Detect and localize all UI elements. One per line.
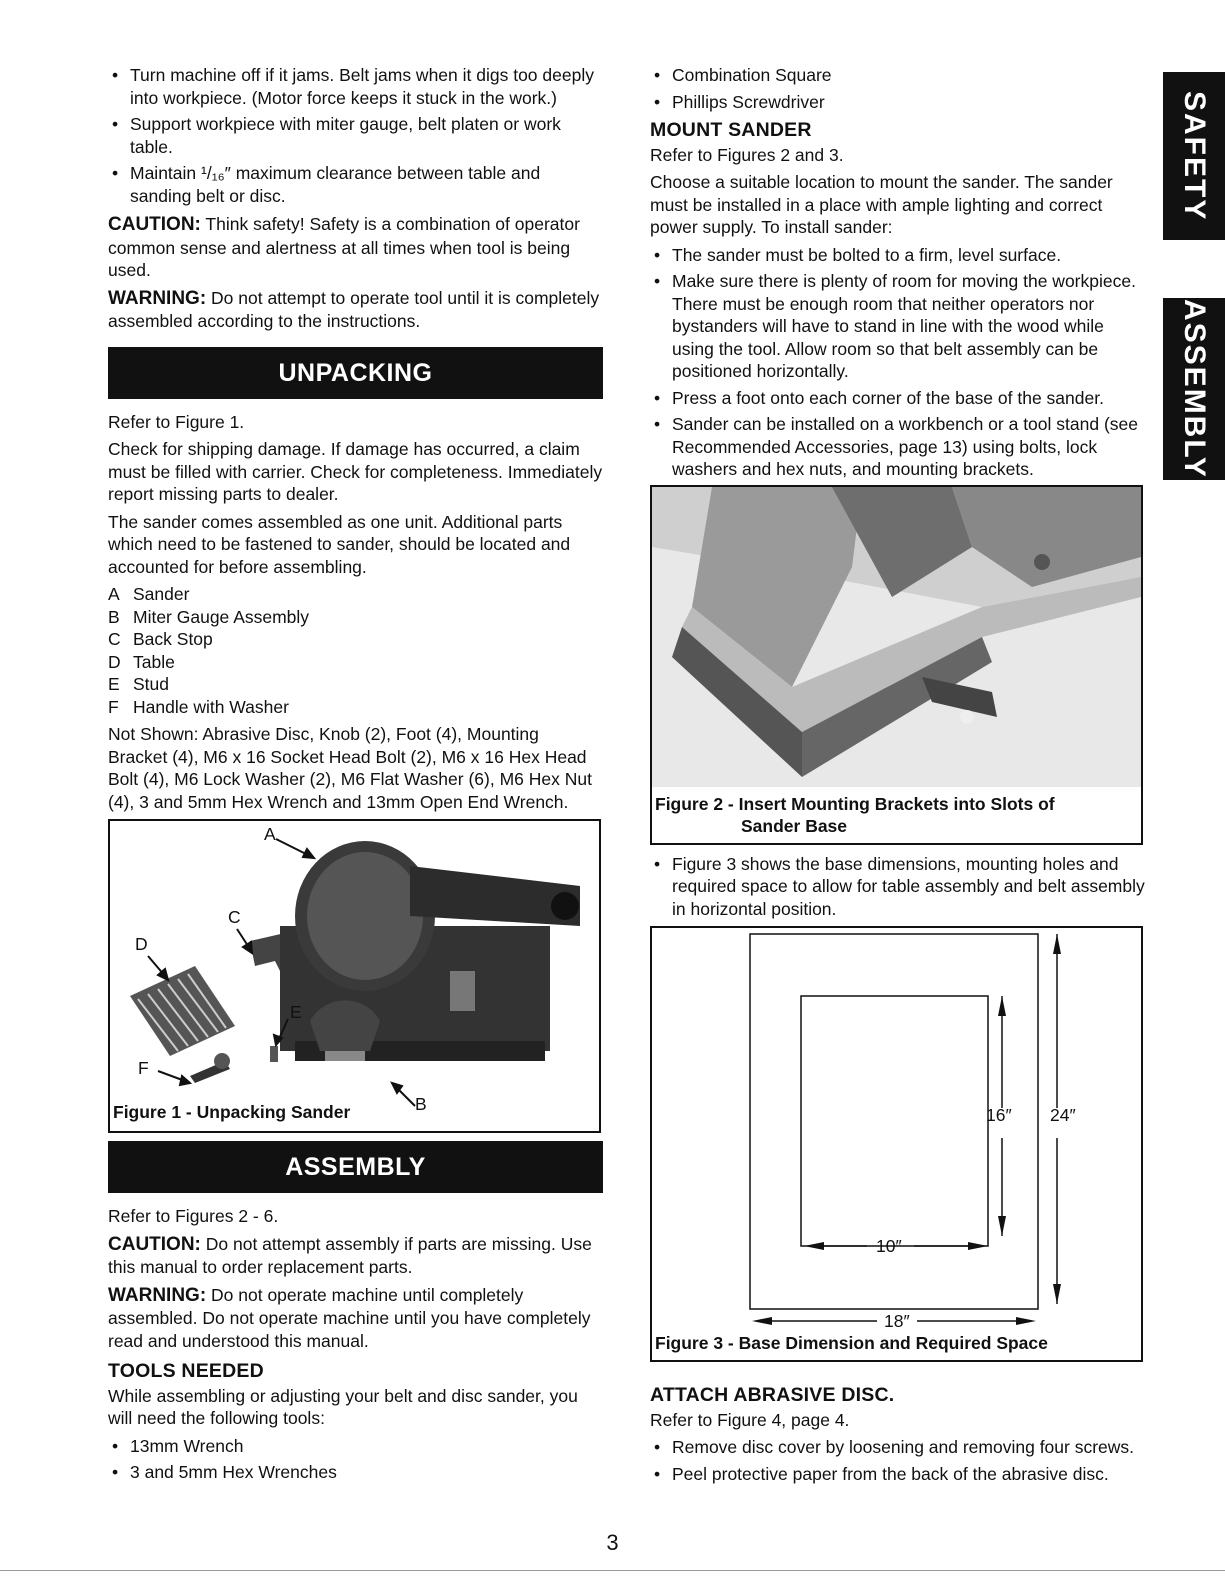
tools-intro: While assembling or adjusting your belt and disc sander, you will need the following tools: (108, 1385, 578, 1428)
dimension-24-label: 24″ (1050, 1105, 1076, 1125)
list-item: • Turn machine off if it jams. Belt jams when it digs too deeply into workpiece. (Motor force keeps it stuck in the work.) (108, 64, 603, 109)
caution-label: CAUTION: (108, 1233, 201, 1255)
safety-tab (1163, 72, 1225, 240)
warning-label: WARNING: (108, 1284, 207, 1306)
figure-1-caption: Figure 1 - Unpacking Sander (113, 1102, 351, 1122)
fig1-label-a: A (264, 824, 276, 844)
list-item: • Remove disc cover by loosening and removing four screws. (650, 1436, 1145, 1459)
mounting-bracket-photo (652, 487, 1141, 787)
part-name: Back Stop (133, 629, 213, 649)
fig1-label-b: B (415, 1094, 427, 1114)
abrasive-heading: ATTACH ABRASIVE DISC. (650, 1384, 895, 1406)
list-item (108, 651, 603, 674)
warning-text: Do not operate machine until completely assembled. Do not operate machine until you have completely read and understood this manual. (108, 1284, 591, 1351)
abrasive-reference: Refer to Figure 4, page 4. (650, 1409, 850, 1430)
part-key: F (108, 696, 119, 717)
caution-label: CAUTION: (108, 214, 201, 235)
list-item: • 3 and 5mm Hex Wrenches (108, 1461, 603, 1484)
assembly-reference: Refer to Figures 2 - 6. (108, 1206, 279, 1226)
part-name: Stud (133, 674, 169, 694)
part-key: C (108, 629, 121, 649)
assembly-tab (1163, 298, 1225, 480)
fig1-label-e: E (290, 1002, 302, 1022)
fig1-label-c: C (228, 907, 241, 927)
caution-paragraph (108, 213, 603, 282)
dimension-10-label: 10″ (876, 1236, 902, 1256)
left-column (108, 64, 603, 1490)
list-item (108, 606, 603, 629)
sander-illustration (110, 821, 599, 1131)
caution-paragraph-2 (108, 1233, 603, 1279)
list-item: • Figure 3 shows the base dimensions, mounting holes and required space to allow for table assembly and belt assembly in horizontal position. (650, 853, 1145, 921)
list-item (108, 628, 603, 651)
list-item: • Maintain ¹/₁₆″ maximum clearance between table and sanding belt or disc. (108, 162, 603, 207)
assembly-banner: ASSEMBLY (108, 1141, 603, 1193)
tools-list-continued (650, 64, 1145, 113)
figure-1 (108, 819, 601, 1133)
fig1-label-d: D (135, 934, 148, 954)
list-item: • Support workpiece with miter gauge, belt platen or work table. (108, 113, 603, 158)
part-name: Handle with Washer (133, 696, 289, 717)
part-name: Sander (133, 584, 190, 604)
mount-paragraph: Choose a suitable location to mount the sander. The sander must be installed in a place with ample lighting and correct power supply. To install sander: (650, 172, 1113, 237)
mount-bullets (650, 244, 1145, 481)
page-bottom-rule (0, 1570, 1225, 1571)
list-item: • Peel protective paper from the back of the abrasive disc. (650, 1463, 1145, 1486)
unpack-paragraph-2: The sander comes assembled as one unit. Additional parts which need to be fastened to sander, should be located and accounted for before assembling. (108, 511, 571, 577)
list-item: • The sander must be bolted to a firm, level surface. (650, 244, 1145, 267)
unpacking-banner: UNPACKING (108, 347, 603, 399)
figure-2-caption-line-1: Figure 2 - Insert Mounting Brackets into Slots of (655, 793, 1055, 814)
mount-reference: Refer to Figures 2 and 3. (650, 144, 844, 165)
safety-bullets (108, 64, 603, 207)
list-item (108, 583, 603, 606)
part-name: Table (133, 651, 175, 672)
list-item: • Sander can be installed on a workbench or a tool stand (see Recommended Accessories, page 13) using bolts, lock washers and hex nuts, and mounting brackets. (650, 413, 1145, 481)
list-item: • 13mm Wrench (108, 1435, 603, 1458)
list-item: • Combination Square (650, 64, 1145, 87)
dimension-16-label: 16″ (986, 1105, 1012, 1125)
abrasive-bullets (650, 1436, 1145, 1485)
parts-list (108, 583, 603, 718)
dimension-18-label: 18″ (884, 1311, 910, 1331)
right-column (650, 64, 1145, 1491)
fig1-label-f: F (138, 1058, 149, 1078)
assembly-tab-label: ASSEMBLY (1178, 299, 1211, 479)
part-key: D (108, 651, 121, 672)
mount-heading: MOUNT SANDER (650, 119, 812, 141)
base-dimension-diagram (652, 928, 1141, 1360)
list-item: • Press a foot onto each corner of the base of the sander. (650, 387, 1145, 410)
caution-text: Do not attempt assembly if parts are missing. Use this manual to order replacement parts. (108, 1233, 592, 1277)
list-item (108, 673, 603, 696)
unpack-reference: Refer to Figure 1. (108, 411, 245, 432)
list-item: • Make sure there is plenty of room for moving the workpiece. There must be enough room that neither operators nor bystanders will have to stand in line with the wood while using the tool. Allow room so that belt assembly can be positioned horizontally. (650, 270, 1145, 383)
part-key: A (108, 584, 120, 604)
figure-2-caption-line-2: Sander Base (741, 815, 848, 836)
tools-heading: TOOLS NEEDED (108, 1360, 264, 1382)
tools-list (108, 1435, 603, 1484)
warning-label: WARNING: (108, 287, 207, 309)
caution-text: Think safety! Safety is a combination of operator common sense and alertness at all times when tool is being used. (108, 214, 580, 280)
unpack-paragraph-1: Check for shipping damage. If damage has occurred, a claim must be filled with carrier. Check for completeness. Immediately report missing parts to dealer. (108, 439, 603, 504)
part-key: E (108, 674, 120, 694)
list-item (108, 696, 603, 719)
part-name: Miter Gauge Assembly (133, 606, 310, 627)
figure-3-description (650, 853, 1145, 921)
figure-3-caption: Figure 3 - Base Dimension and Required Space (655, 1333, 1048, 1353)
warning-paragraph-2 (108, 1284, 603, 1353)
part-key: B (108, 606, 120, 627)
not-shown-paragraph: Not Shown: Abrasive Disc, Knob (2), Foot (4), Mounting Bracket (4), M6 x 16 Socket Head Bolt (2), M6 x 16 Hex Head Bolt (4), M6 Lock Washer (2), M6 Flat Washer (6), M6 Hex Nut (4), 3 and 5mm Hex Wrench and 13mm Open End Wrench. (108, 724, 592, 812)
figure-2 (650, 485, 1143, 845)
safety-tab-label: SAFETY (1178, 90, 1211, 222)
list-item: • Phillips Screwdriver (650, 91, 1145, 114)
page-number: 3 (606, 1530, 619, 1555)
figure-3 (650, 926, 1143, 1362)
warning-paragraph (108, 287, 603, 333)
warning-text: Do not attempt to operate tool until it is completely assembled according to the instructions. (108, 287, 600, 331)
